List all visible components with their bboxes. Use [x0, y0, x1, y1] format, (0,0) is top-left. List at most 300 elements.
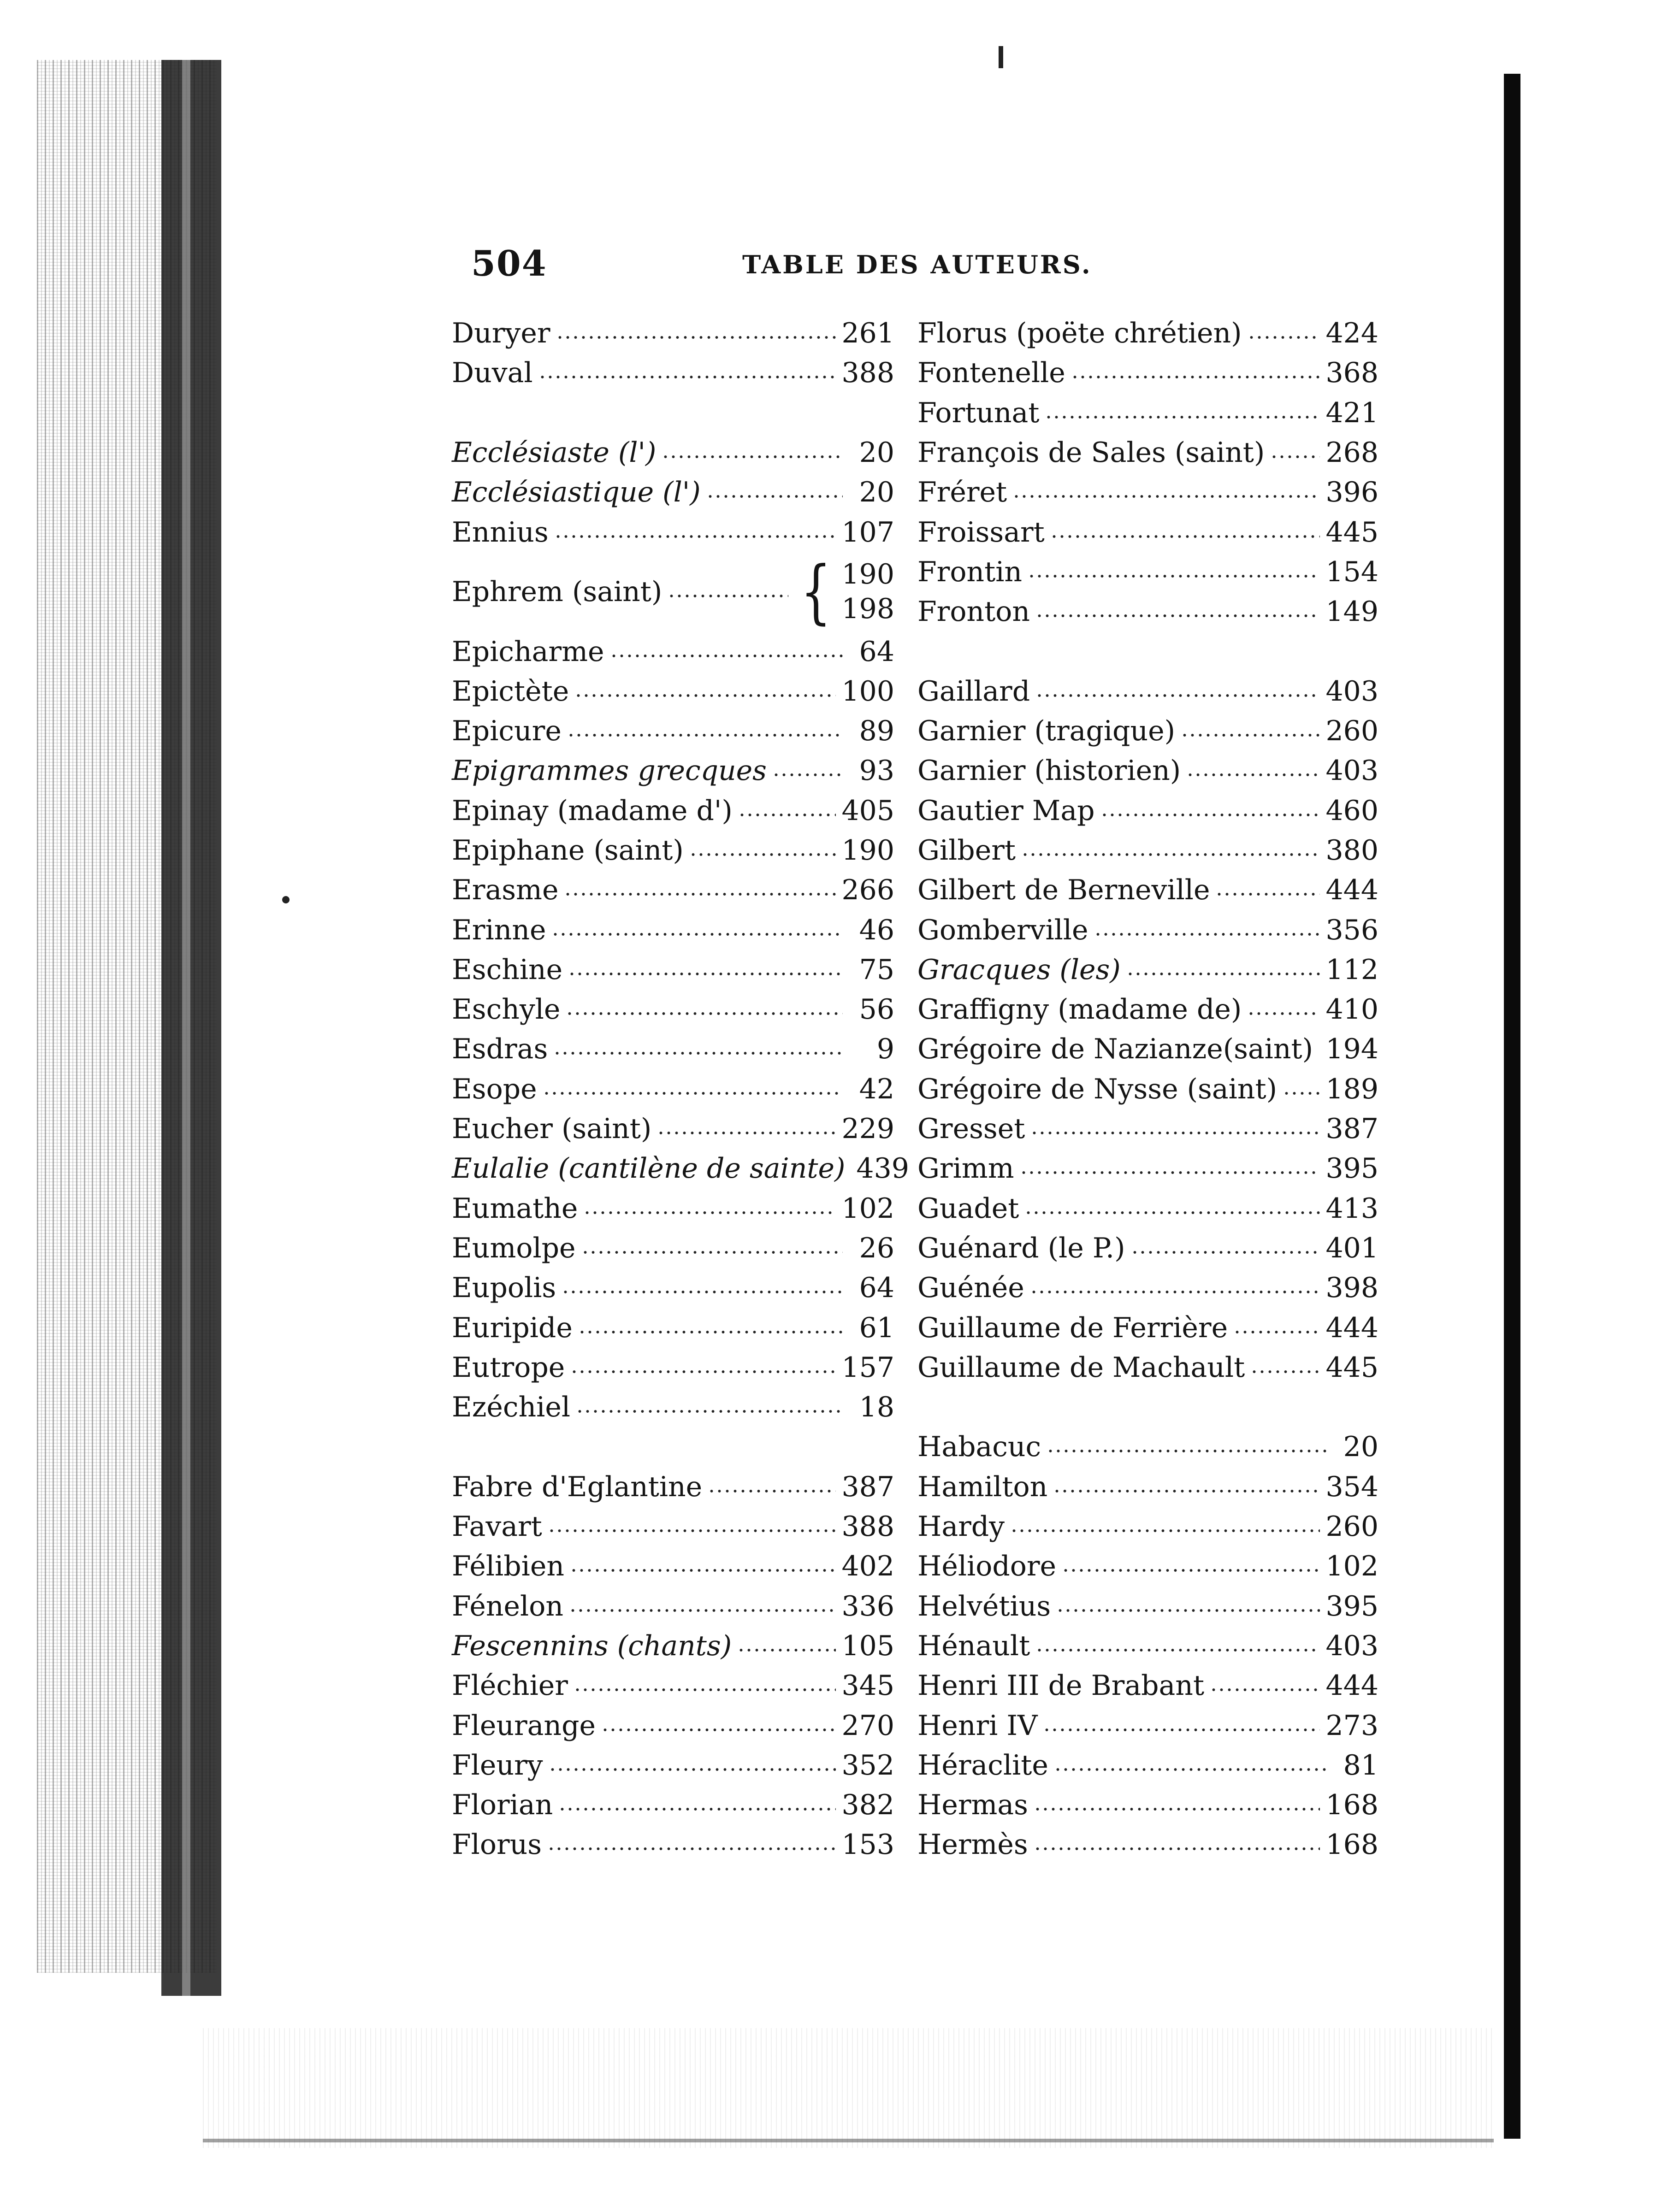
entry-page: 444	[1325, 1669, 1378, 1702]
index-column-right	[917, 313, 1378, 1865]
entry-name: Gilbert	[917, 834, 1016, 867]
entry-name: Florus	[452, 1829, 542, 1861]
dot-leader	[1250, 1369, 1320, 1374]
index-entry	[917, 1348, 1378, 1387]
dot-leader	[538, 375, 836, 379]
index-entry	[917, 1587, 1378, 1626]
entry-name: Epicure	[452, 715, 562, 748]
entry-page: 56	[859, 993, 894, 1026]
index-entry	[917, 1427, 1378, 1467]
index-entry	[452, 1507, 894, 1546]
index-entry	[452, 1069, 894, 1109]
entry-page: 64	[859, 635, 894, 668]
index-entry	[452, 831, 894, 870]
entry-name: Fortunat	[917, 396, 1040, 429]
entry-name: Hermas	[917, 1789, 1028, 1822]
entry-name: Ecclésiaste (l')	[452, 437, 657, 469]
entry-name: Froissart	[917, 516, 1045, 549]
index-entry	[452, 1467, 894, 1507]
entry-name: Gilbert de Berneville	[917, 874, 1210, 907]
page-number: 504	[471, 243, 547, 284]
index-entry	[917, 1069, 1378, 1109]
index-entry	[917, 552, 1378, 592]
entry-page: 445	[1325, 1351, 1378, 1384]
dot-leader	[567, 733, 843, 737]
entry-page: 352	[841, 1749, 894, 1781]
entry-name: Duryer	[452, 317, 550, 350]
entry-name: Hénault	[917, 1629, 1030, 1662]
dot-leader	[548, 1528, 836, 1533]
entry-page: 354	[1325, 1470, 1378, 1503]
index-entry	[917, 1029, 1378, 1069]
entry-name: Garnier (tragique)	[917, 715, 1176, 748]
entry-page: 345	[841, 1669, 894, 1702]
index-entry	[917, 1268, 1378, 1308]
dot-leader	[1047, 1449, 1327, 1453]
index-entry	[917, 990, 1378, 1029]
entry-name: Gomberville	[917, 914, 1088, 946]
index-entry	[917, 472, 1378, 512]
dot-leader	[1053, 1489, 1320, 1493]
entry-name: Eupolis	[452, 1272, 556, 1304]
running-title: TABLE DES AUTEURS.	[742, 250, 1092, 279]
entry-page: 168	[1325, 1789, 1378, 1822]
entry-name: Habacuc	[917, 1431, 1041, 1463]
index-entry	[452, 1626, 894, 1666]
dot-leader	[576, 1409, 843, 1414]
entry-page: 260	[1325, 715, 1378, 748]
entry-page: 157	[841, 1351, 894, 1384]
index-entry	[917, 592, 1378, 631]
index-entry	[452, 1228, 894, 1268]
entry-page: 102	[1325, 1550, 1378, 1583]
entry-page: 168	[1325, 1829, 1378, 1861]
index-entry	[917, 1705, 1378, 1745]
entry-page: 20	[859, 476, 894, 509]
entry-page: 89	[859, 715, 894, 748]
dot-leader	[1012, 494, 1320, 499]
entry-name: Guadet	[917, 1192, 1019, 1225]
dot-leader	[689, 852, 836, 857]
entry-page: 153	[841, 1829, 894, 1861]
dot-leader	[1131, 1250, 1320, 1255]
dot-leader	[1056, 1608, 1320, 1613]
dot-leader	[1248, 335, 1320, 340]
dot-leader	[1020, 1170, 1320, 1175]
dot-leader	[662, 454, 843, 459]
index-entry	[917, 1228, 1378, 1268]
entry-page: 270	[841, 1709, 894, 1742]
entry-page: 405	[841, 794, 894, 827]
entry-name: Henri IV	[917, 1709, 1038, 1742]
index-entry	[452, 751, 894, 790]
dot-leader	[581, 1250, 843, 1255]
entry-page: 81	[1343, 1749, 1378, 1781]
dot-leader	[578, 1330, 843, 1334]
index-entry	[452, 512, 894, 552]
section-gap	[452, 393, 894, 433]
entry-name: Erinne	[452, 914, 546, 946]
dot-leader	[570, 1369, 836, 1374]
dot-leader	[1030, 1290, 1320, 1294]
entry-name: Guillaume de Ferrière	[917, 1311, 1228, 1344]
entry-name: François de Sales (saint)	[917, 437, 1265, 469]
index-entry	[917, 1746, 1378, 1785]
entry-name: Henri III de Brabant	[917, 1669, 1205, 1702]
entry-name: Florian	[452, 1789, 553, 1822]
brace-glyph: {	[800, 552, 832, 632]
entry-page: 396	[1325, 476, 1378, 509]
index-entry	[917, 1189, 1378, 1228]
dot-leader	[1035, 1648, 1320, 1652]
dot-leader	[601, 1728, 836, 1732]
dot-leader	[566, 1011, 843, 1016]
entry-name: Félibien	[452, 1550, 564, 1583]
index-entry	[452, 313, 894, 353]
entry-page: 424	[1325, 317, 1378, 350]
entry-name: Eucher (saint)	[452, 1113, 652, 1145]
entry-page: 20	[1343, 1431, 1378, 1463]
dot-leader	[1215, 892, 1320, 897]
index-entry	[917, 950, 1378, 990]
dot-leader	[1319, 1051, 1320, 1056]
dot-leader	[1028, 574, 1320, 578]
dot-leader	[1035, 693, 1320, 698]
index-entry	[917, 751, 1378, 790]
dot-leader	[668, 594, 788, 598]
entry-page: 387	[1325, 1113, 1378, 1145]
entry-page: 260	[1325, 1510, 1378, 1543]
entry-page: 46	[859, 914, 894, 946]
index-column-left	[452, 313, 909, 1865]
dot-leader	[772, 773, 843, 777]
scan-bottom-noise	[203, 2028, 1494, 2148]
entry-name: Graffigny (madame de)	[917, 993, 1242, 1026]
index-entry	[452, 870, 894, 910]
dot-leader	[1035, 613, 1320, 618]
dot-leader	[708, 1489, 836, 1493]
index-entry	[452, 1029, 894, 1069]
entry-page: 382	[841, 1789, 894, 1822]
index-entry	[917, 1109, 1378, 1149]
dot-leader	[1043, 1728, 1320, 1732]
entry-name: Euripide	[452, 1311, 573, 1344]
entry-page: 100	[841, 675, 894, 708]
index-entry	[452, 990, 894, 1029]
entry-name: Helvétius	[917, 1590, 1051, 1622]
dot-leader	[562, 1290, 843, 1294]
entry-name: Fronton	[917, 596, 1030, 628]
entry-name: Gresset	[917, 1113, 1025, 1145]
entry-name: Esope	[452, 1073, 537, 1105]
scan-right-edge	[1504, 74, 1520, 2139]
dot-leader	[1270, 454, 1320, 459]
entry-page: 403	[1325, 1629, 1378, 1662]
entry-page: 380	[1325, 834, 1378, 867]
dot-leader	[564, 892, 836, 897]
index-entry	[452, 353, 894, 393]
dot-leader	[1100, 813, 1320, 817]
entry-page: 93	[859, 755, 894, 787]
entry-page: 388	[841, 1510, 894, 1543]
entry-name: Frontin	[917, 555, 1023, 588]
entry-name: Eulalie (cantilène de sainte)	[452, 1152, 846, 1185]
entry-page: 149	[1325, 596, 1378, 628]
entry-page: 336	[841, 1590, 894, 1622]
dot-leader	[558, 1807, 836, 1811]
dot-leader	[549, 1767, 836, 1772]
entry-name: Eumathe	[452, 1192, 578, 1225]
entry-name: Fléchier	[452, 1669, 568, 1702]
scan-binding-edge	[161, 60, 221, 1996]
index-entry	[917, 1825, 1378, 1864]
entry-page: 444	[1325, 1311, 1378, 1344]
entry-name: Gaillard	[917, 675, 1030, 708]
entry-page: 20	[859, 437, 894, 469]
entry-name: Duval	[452, 357, 533, 389]
entry-name: Eumolpe	[452, 1232, 576, 1264]
entry-name: Guillaume de Machault	[917, 1351, 1245, 1384]
index-entry	[917, 1308, 1378, 1347]
dot-leader	[574, 1687, 836, 1692]
index-entry	[452, 1189, 894, 1228]
entry-page: 266	[841, 874, 894, 907]
entry-page: 368	[1325, 357, 1378, 389]
entry-name: Grégoire de Nazianze(saint)	[917, 1033, 1313, 1066]
entry-page: 445	[1325, 516, 1378, 549]
entry-name: Epictète	[452, 675, 569, 708]
entry-page: 413	[1325, 1192, 1378, 1225]
index-entry	[452, 791, 894, 831]
entry-page: 105	[841, 1629, 894, 1662]
entry-page: 402	[841, 1550, 894, 1583]
entry-page: 398	[1325, 1272, 1378, 1304]
dot-leader	[1024, 1210, 1320, 1215]
index-entry	[917, 1666, 1378, 1705]
index-entry	[917, 831, 1378, 870]
entry-name: Ennius	[452, 516, 549, 549]
entry-pages	[841, 557, 894, 626]
dot-leader	[610, 654, 843, 658]
entry-page: 154	[1325, 555, 1378, 588]
index-entry	[917, 1546, 1378, 1586]
dot-leader	[574, 693, 836, 698]
entry-page: 395	[1325, 1152, 1378, 1185]
dot-leader	[1050, 534, 1320, 539]
index-entry	[917, 870, 1378, 910]
entry-page: 61	[859, 1311, 894, 1344]
index-entry	[452, 1587, 894, 1626]
index-entry	[917, 791, 1378, 831]
entry-page: 190	[841, 558, 894, 591]
section-gap	[452, 1427, 894, 1467]
entry-name: Fleurange	[452, 1709, 596, 1742]
index-entry	[917, 672, 1378, 711]
entry-page: 190	[841, 834, 894, 867]
dot-leader	[738, 813, 836, 817]
entry-name: Eutrope	[452, 1351, 565, 1384]
entry-name: Grégoire de Nysse (saint)	[917, 1073, 1277, 1105]
dot-leader	[551, 932, 843, 937]
entry-page: 75	[859, 953, 894, 986]
entry-page: 189	[1325, 1073, 1378, 1105]
dot-leader	[1233, 1330, 1320, 1334]
index-entry	[452, 950, 894, 990]
dot-leader	[1034, 1807, 1320, 1811]
entry-name: Guénée	[917, 1272, 1024, 1304]
index-entry	[452, 433, 894, 472]
dot-leader	[1186, 773, 1320, 777]
index-entry	[917, 1149, 1378, 1188]
dot-leader	[1071, 375, 1320, 379]
index-entry	[452, 631, 894, 671]
entry-name: Grimm	[917, 1152, 1014, 1185]
dot-leader	[1247, 1011, 1320, 1016]
dot-leader	[1030, 1131, 1320, 1135]
index-entry	[917, 433, 1378, 472]
entry-page: 401	[1325, 1232, 1378, 1264]
index-entry	[917, 711, 1378, 751]
dot-leader	[1126, 972, 1320, 976]
dot-leader	[568, 972, 843, 976]
dot-leader	[556, 335, 836, 340]
entry-name: Héraclite	[917, 1749, 1048, 1781]
entry-page: 102	[841, 1192, 894, 1225]
entry-name: Gautier Map	[917, 794, 1095, 827]
index-entry	[917, 353, 1378, 393]
entry-name: Hermès	[917, 1829, 1028, 1861]
entry-name: Eschyle	[452, 993, 561, 1026]
dot-leader	[1034, 1846, 1320, 1851]
section-gap	[917, 631, 1378, 671]
entry-name: Erasme	[452, 874, 559, 907]
entry-name: Fontenelle	[917, 357, 1065, 389]
dot-leader	[1062, 1568, 1320, 1573]
entry-name: Guénard (le P.)	[917, 1232, 1125, 1264]
entry-name: Florus (poëte chrétien)	[917, 317, 1242, 350]
index-entry	[917, 512, 1378, 552]
index-entry	[452, 1348, 894, 1387]
dot-leader	[1181, 733, 1320, 737]
dot-leader	[1283, 1091, 1320, 1096]
index-entry	[452, 1149, 909, 1188]
index-entry	[452, 1546, 894, 1586]
entry-name: Gracques (les)	[917, 953, 1121, 986]
entry-page: 26	[859, 1232, 894, 1264]
dot-leader	[1045, 415, 1320, 419]
entry-page: 107	[841, 516, 894, 549]
dot-leader	[1094, 932, 1320, 937]
entry-page: 229	[841, 1113, 894, 1145]
index-entry	[452, 1825, 894, 1864]
entry-page: 42	[859, 1073, 894, 1105]
entry-page: 387	[841, 1470, 894, 1503]
index-entry	[452, 1109, 894, 1149]
scan-top-mark	[999, 46, 1003, 68]
entry-page: 444	[1325, 874, 1378, 907]
index-entry	[452, 1746, 894, 1785]
dot-leader	[543, 1091, 843, 1096]
entry-name: Fleury	[452, 1749, 543, 1781]
entry-page: 403	[1325, 675, 1378, 708]
entry-name: Epiphane (saint)	[452, 834, 684, 867]
index-entry	[917, 393, 1378, 433]
dot-leader	[570, 1568, 836, 1573]
entry-name: Epinay (madame d')	[452, 794, 733, 827]
entry-page: 261	[841, 317, 894, 350]
entry-name: Ezéchiel	[452, 1391, 571, 1424]
index-entry	[452, 1785, 894, 1825]
index-entry	[917, 910, 1378, 950]
index-entry	[917, 1626, 1378, 1666]
index-entry	[452, 1666, 894, 1705]
entry-name: Fabre d'Eglantine	[452, 1470, 703, 1503]
entry-name: Eschine	[452, 953, 563, 986]
entry-name: Fénelon	[452, 1590, 563, 1622]
index-entry	[452, 910, 894, 950]
index-entry-multi-page	[452, 552, 894, 632]
entry-page: 439	[856, 1152, 909, 1185]
index-entry	[452, 472, 894, 512]
entry-page: 9	[876, 1033, 894, 1066]
dot-leader	[657, 1131, 836, 1135]
section-gap	[917, 1387, 1378, 1427]
entry-name: Fescennins (chants)	[452, 1629, 732, 1662]
dot-leader	[1054, 1767, 1327, 1772]
dot-leader	[706, 494, 843, 499]
entry-page: 403	[1325, 755, 1378, 787]
entry-page: 410	[1325, 993, 1378, 1026]
entry-page: 194	[1325, 1033, 1378, 1066]
dot-leader	[583, 1210, 836, 1215]
dot-leader	[569, 1608, 836, 1613]
index-entry	[452, 1705, 894, 1745]
entry-page: 460	[1325, 794, 1378, 827]
scan-binding-highlight	[182, 60, 190, 1996]
index-entry	[452, 711, 894, 751]
entry-page: 112	[1325, 953, 1378, 986]
entry-page: 273	[1325, 1709, 1378, 1742]
dot-leader	[547, 1846, 836, 1851]
scan-bottom-line	[203, 2139, 1494, 2142]
dot-leader	[737, 1648, 836, 1652]
entry-page: 198	[841, 593, 894, 625]
entry-name: Hardy	[917, 1510, 1005, 1543]
entry-page: 421	[1325, 396, 1378, 429]
entry-name: Epigrammes grecques	[452, 755, 767, 787]
index-entry	[452, 672, 894, 711]
index-entry	[917, 1467, 1378, 1507]
index-entry	[452, 1268, 894, 1308]
entry-name: Ephrem (saint)	[452, 576, 662, 608]
index-entry	[917, 313, 1378, 353]
dot-leader	[1010, 1528, 1320, 1533]
scan-speck	[282, 896, 290, 903]
entry-name: Esdras	[452, 1033, 548, 1066]
entry-name: Héliodore	[917, 1550, 1057, 1583]
index-entry	[917, 1507, 1378, 1546]
entry-name: Fréret	[917, 476, 1007, 509]
index-entry	[452, 1387, 894, 1427]
entry-name: Garnier (historien)	[917, 755, 1181, 787]
dot-leader	[1021, 852, 1320, 857]
entry-page: 64	[859, 1272, 894, 1304]
entry-name: Ecclésiastique (l')	[452, 476, 701, 509]
entry-page: 356	[1325, 914, 1378, 946]
dot-leader	[553, 1051, 843, 1056]
index-entry	[917, 1785, 1378, 1825]
dot-leader	[1210, 1687, 1320, 1692]
